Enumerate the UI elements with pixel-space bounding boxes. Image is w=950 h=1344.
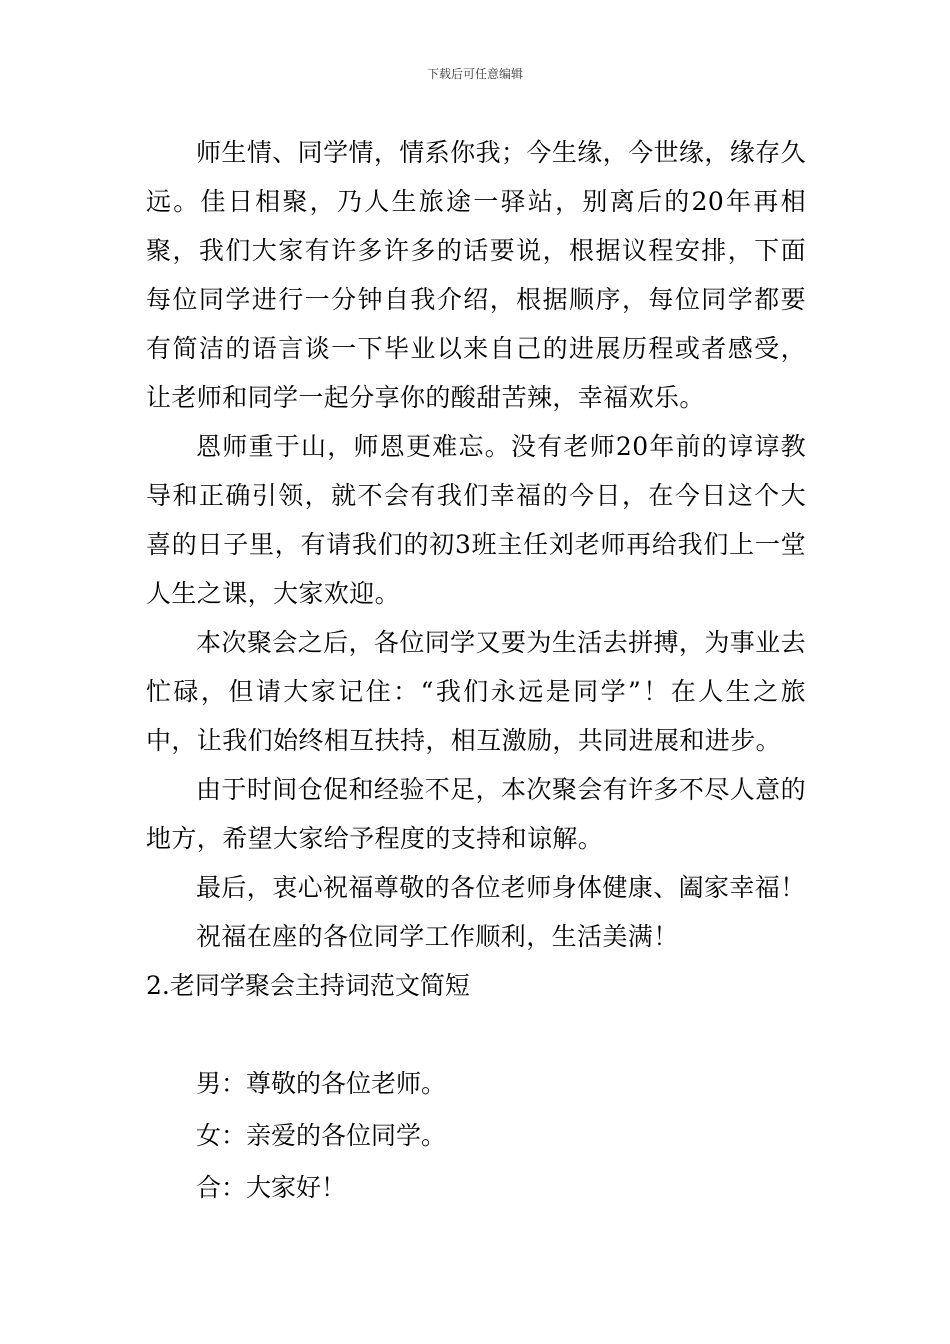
blank-line [146,1010,806,1059]
paragraph-6: 祝福在座的各位同学工作顺利，生活美满！ [196,922,679,951]
paragraph-4: 由于时间仓促和经验不足，本次聚会有许多不尽人意的地方，希望大家给予程度的支持和谅解。 [146,775,806,853]
section-heading: 2.老同学聚会主持词范文简短 [146,971,470,1000]
paragraph-5: 最后，衷心祝福尊敬的各位老师身体健康、阖家幸福！ [196,873,806,902]
dialog-line-female: 女：亲爱的各位同学。 [196,1121,447,1150]
document-body [146,128,806,1215]
dialog-line-together: 合：大家好！ [196,1173,347,1202]
paragraph-3: 本次聚会之后，各位同学又要为生活去拼搏，为事业去忙碌，但请大家记住：“我们永远是同学”！在人生之旅中，让我们始终相互扶持，相互激励，共同进展和进步。 [146,628,806,755]
dialog-line-male: 男：尊敬的各位老师。 [196,1069,447,1098]
paragraph-2: 恩师重于山，师恩更难忘。没有老师20年前的谆谆教导和正确引领，就不会有我们幸福的今日，在今日这个大喜的日子里，有请我们的初3班主任刘老师再给我们上一堂人生之课，大家欢迎。 [146,432,806,608]
paragraph-1: 师生情、同学情，情系你我；今生缘，今世缘，缘存久远。佳日相聚，乃人生旅途一驿站，别离后的20年再相聚，我们大家有许多许多的话要说，根据议程安排，下面每位同学进行一分钟自我介绍，根据顺序，每位同学都要有简洁的语言谈一下毕业以来自己的进展历程或者感受，让老师和同学一起分享你的酸甜苦辣，幸福欢乐。 [146,138,806,412]
header-note: 下载后可任意编辑 [426,67,523,81]
